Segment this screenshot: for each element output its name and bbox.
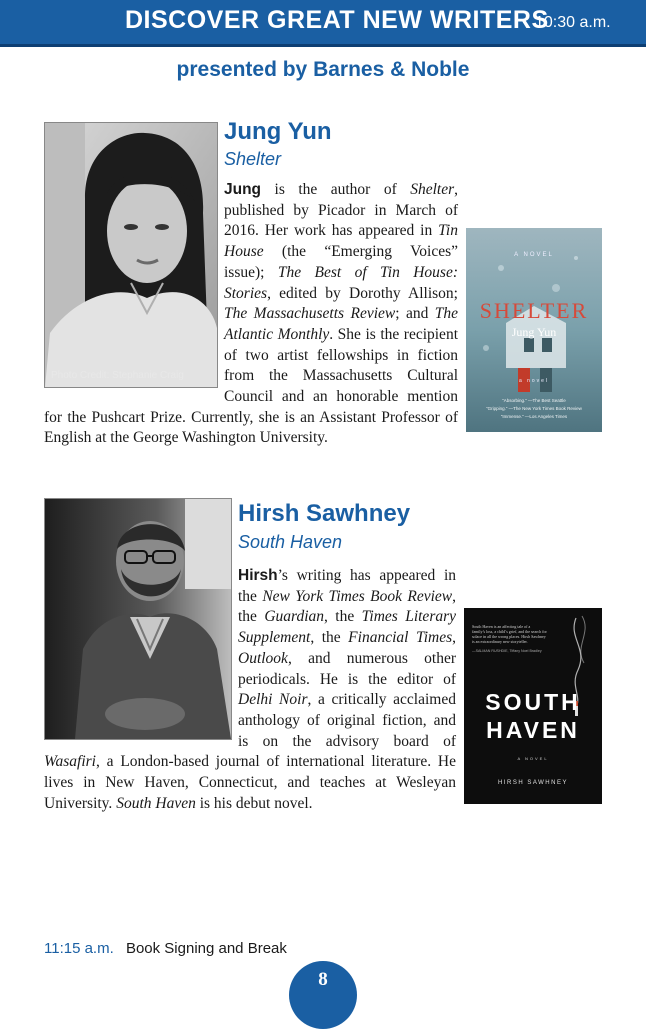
bio-text: , a critically acclaimed anthology of original fiction, and is on the advisory board of xyxy=(238,691,456,750)
bio-italic: Shelter xyxy=(410,181,455,198)
presented-by: presented by Barnes & Noble xyxy=(176,58,470,81)
photo-spacer xyxy=(44,180,224,395)
bio-italic: The Atlantic Monthly xyxy=(224,305,458,343)
page-number-tab xyxy=(289,961,357,1029)
cover-blurb-3: “Immense.” —Los Angeles Times xyxy=(500,414,568,419)
bio-text: . She is the recipient of two artist fellowships in fiction from the Massachusetts Cultural Council and an honorable mention for the Pushcart Prize. Currently, she is an Assistant Professor of English at the George Washington University. xyxy=(44,325,458,447)
header-title: DISCOVER GREAT NEW WRITERS xyxy=(125,6,549,34)
header-time: 10:30 a.m. xyxy=(535,14,611,31)
book-cover-shelter xyxy=(466,228,602,432)
header-banner xyxy=(0,0,646,47)
book-title-south-haven: South Haven xyxy=(238,532,343,552)
cover-blurb-2: “Gripping.” —The New York Times Book Review xyxy=(486,406,582,411)
bio-italic: The Best of Tin House: Stories xyxy=(224,263,458,302)
author-bio-hirsh-sawhney xyxy=(44,566,602,814)
author-name-hirsh-sawhney: Hirsh Sawhney xyxy=(238,500,411,527)
photo-credit: Photo Credit: Stephanie Craig xyxy=(51,370,184,381)
bio-italic: The Massachusetts Review xyxy=(224,305,396,323)
bio-text: , and numerous other periodicals. He is the editor of xyxy=(238,649,456,688)
cover-blurb-south-haven: South Haven is an affecting tale of a family’s loss, a child’s grief, and the search for solace in all the wrong places. Hirsh Sawhney is an extraordinary new storyteller. xyxy=(472,624,547,644)
cover-blurb-1: “Absorbing.” —The Best Seattle xyxy=(502,398,566,403)
bio-text: , the xyxy=(310,629,349,647)
bio-italic: South Haven xyxy=(116,794,196,812)
bio-text: , the xyxy=(324,608,362,626)
bio-italic: Tin House xyxy=(224,222,458,261)
bio-first-name: Jung xyxy=(224,181,262,198)
book-cover-south-haven xyxy=(464,608,602,804)
bio-text: , xyxy=(452,629,457,647)
cover-title-line-1: SOUTH xyxy=(485,689,581,715)
bio-text: , published by Picador in March of 2016. Her work has appeared in xyxy=(224,181,458,240)
schedule-time: 11:15 a.m. xyxy=(44,940,114,957)
bio-italic: Wasafiri xyxy=(44,753,96,771)
bio-text: ; and xyxy=(395,305,435,323)
cover-title-line-2: HAVEN xyxy=(486,717,580,743)
cover-author-hirsh-sawhney: HIRSH SAWHNEY xyxy=(498,780,568,786)
cover-blurb-author: —SALMAN RUSHDIE, Tiffany Noel Bradley xyxy=(472,649,542,653)
schedule-event: Book Signing and Break xyxy=(125,940,287,957)
author-bio-jung-yun xyxy=(44,180,602,449)
page-number: 8 xyxy=(318,969,328,990)
bio-text: , the xyxy=(238,587,456,626)
bio-text: ’s writing has appeared in the xyxy=(238,567,456,605)
book-title-shelter: Shelter xyxy=(224,149,282,169)
schedule-next-item xyxy=(44,940,287,957)
bio-text: , a London-based journal of international literature. He lives in New Haven, Connecticut, and teaches at Wesleyan University. xyxy=(44,753,456,812)
cover-subtitle: a novel xyxy=(518,378,550,384)
bio-text: , edited by Dorothy Allison; xyxy=(267,284,458,302)
bio-text: (the “Emerging Voices” issue); xyxy=(224,243,458,281)
bio-italic: Outlook xyxy=(238,649,288,667)
bio-text: is the author of xyxy=(261,181,411,198)
cover-subtitle: A NOVEL xyxy=(517,756,549,761)
bio-italic: Financial Times xyxy=(348,629,453,647)
bio-text: is his debut novel. xyxy=(195,794,313,812)
author-name-jung-yun: Jung Yun xyxy=(224,118,332,145)
bio-first-name: Hirsh xyxy=(238,567,278,584)
cover-title-shelter: SHELTER xyxy=(479,298,589,323)
bio-italic: Guardian xyxy=(264,608,325,626)
bio-italic: Delhi Noir xyxy=(238,691,308,709)
cover-label-top: A NOVEL xyxy=(514,252,554,258)
photo-spacer xyxy=(44,566,238,742)
bio-italic: Times Literary Supplement xyxy=(238,608,457,647)
cover-author-jung-yun: Jung Yun xyxy=(511,325,557,339)
bio-italic: New York Times Book Review xyxy=(262,587,453,605)
